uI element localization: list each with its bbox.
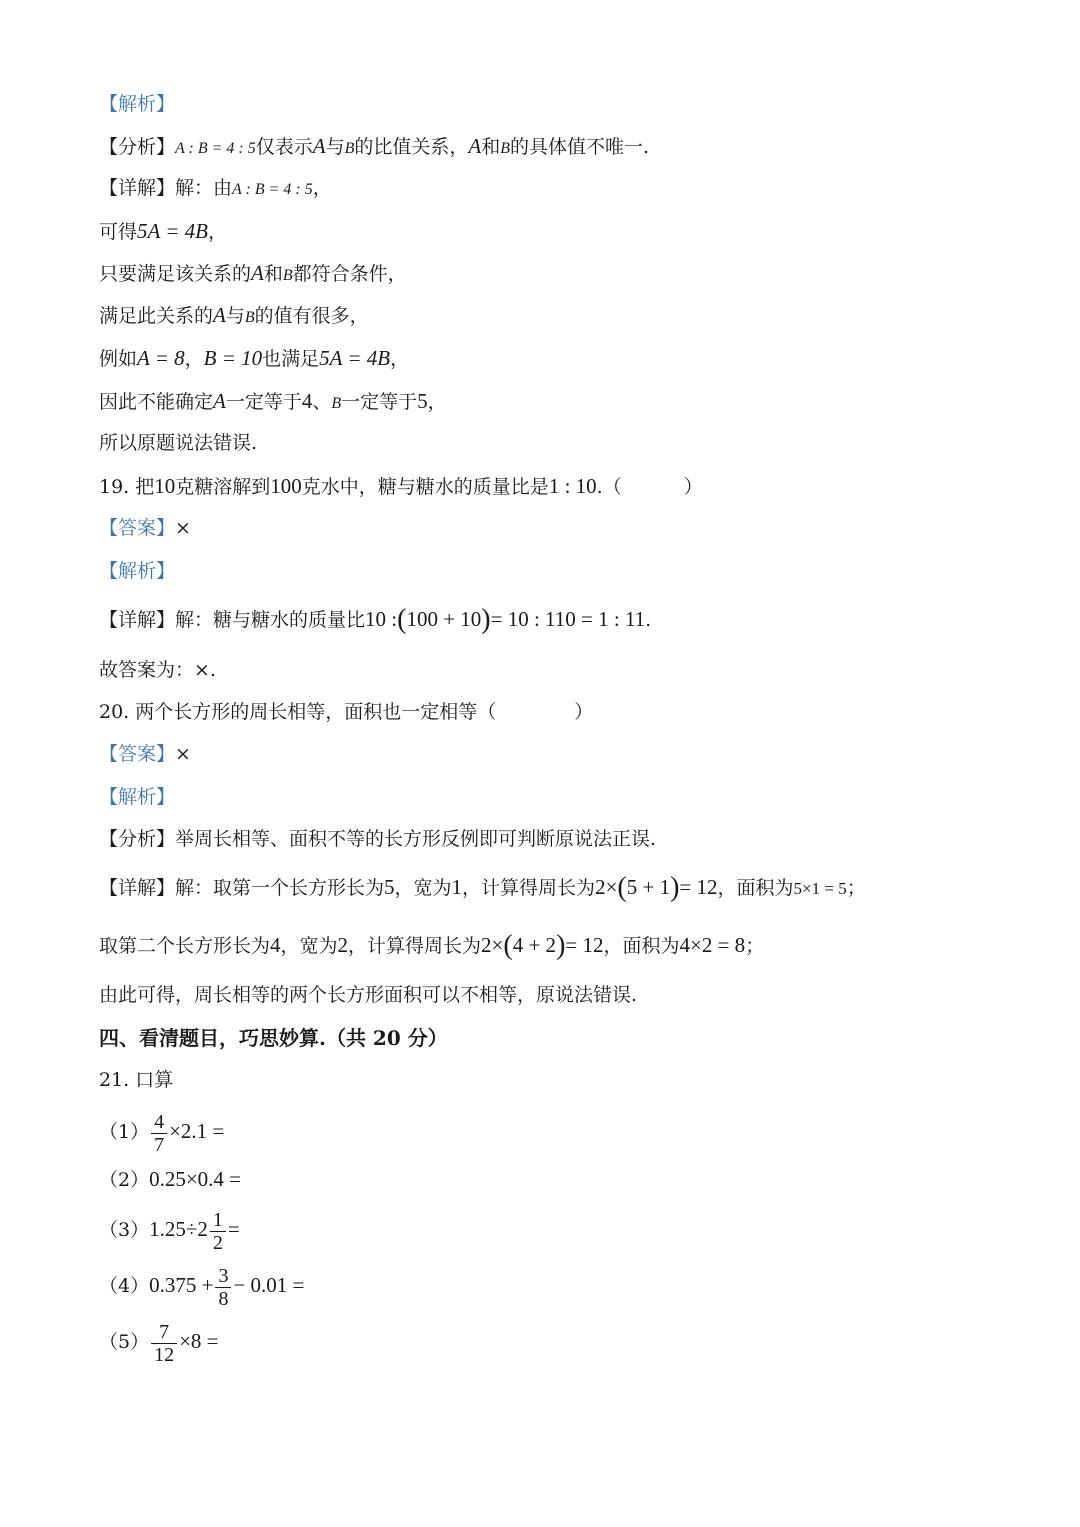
q21-item-4: （4）0.375 + $\frac{3}{8}$ − 0.01 = [99,1264,305,1310]
q20-conclusion: 由此可得，周长相等的两个长方形面积可以不相等，原说法错误. [99,984,638,1006]
q20-answer: 【答案】× [99,743,191,765]
q21-title: 21. 口算 [99,1069,174,1091]
q18-analysis-line: 【分析】A : B = 4 : 5仅表示A与B的比值关系，A和B的具体值不唯一. [99,134,650,158]
q19-question: 19. 把10克糖溶解到100克水中，糖与糖水的质量比是1 : 10.（ ） [99,474,703,498]
q18-line-liru: 例如A = 8，B = 10也满足5A = 4B， [99,346,410,370]
q21-item-5: （5） $\frac{7}{12}$ ×8 = [99,1320,219,1366]
fraction: $\frac{1}{2}$ [210,1209,226,1254]
q20-detail-line-2: 取第二个长方形长为4，宽为2，计算得周长为2×(4 + 2)= 12，面积为4×2 = 8； [99,930,765,961]
jiexi-heading: 【解析】 [99,93,176,115]
section-heading: 四、看清题目，巧思妙算.（共 20 分） [99,1026,448,1050]
q18-line-keyi: 可得5A = 4B， [99,219,227,243]
q19-answer: 【答案】× [99,517,191,539]
q20-jiexi-heading: 【解析】 [99,786,176,808]
fraction: $\frac{7}{12}$ [151,1321,177,1366]
fraction: $\frac{4}{7}$ [151,1111,167,1156]
q18-detail-line: 【详解】解：由A : B = 4 : 5， [99,177,332,199]
q18-line-yinci: 因此不能确定A一定等于4、B一定等于5， [99,389,447,413]
q21-item-1: （1） $\frac{4}{7}$ ×2.1 = [99,1110,225,1156]
q18-line-manzu: 满足此关系的A与B的值有很多， [99,303,369,327]
q21-item-3: （3）1.25÷2 $\frac{1}{2}$ = [99,1208,240,1254]
q21-item-2: （2）0.25×0.4 = [99,1167,242,1191]
q19-detail-line: 【详解】解：糖与糖水的质量比10 :(100 + 10)= 10 : 110 = 1 : 11. [99,604,652,635]
q19-final: 故答案为：×. [99,659,216,681]
q19-jiexi-heading: 【解析】 [99,560,176,582]
q20-detail-line-1: 【详解】解：取第一个长方形长为5，宽为1，计算得周长为2×(5 + 1)= 12，面积为5×1 = 5； [99,872,866,903]
q18-line-zhiyao: 只要满足该关系的A和B都符合条件， [99,261,407,285]
q20-question: 20. 两个长方形的周长相等，面积也一定相等（ ） [99,701,594,723]
q20-analysis-line: 【分析】举周长相等、面积不等的长方形反例即可判断原说法正误. [99,828,657,850]
fraction: $\frac{3}{8}$ [215,1265,231,1310]
q18-line-suoyi: 所以原题说法错误. [99,432,258,454]
